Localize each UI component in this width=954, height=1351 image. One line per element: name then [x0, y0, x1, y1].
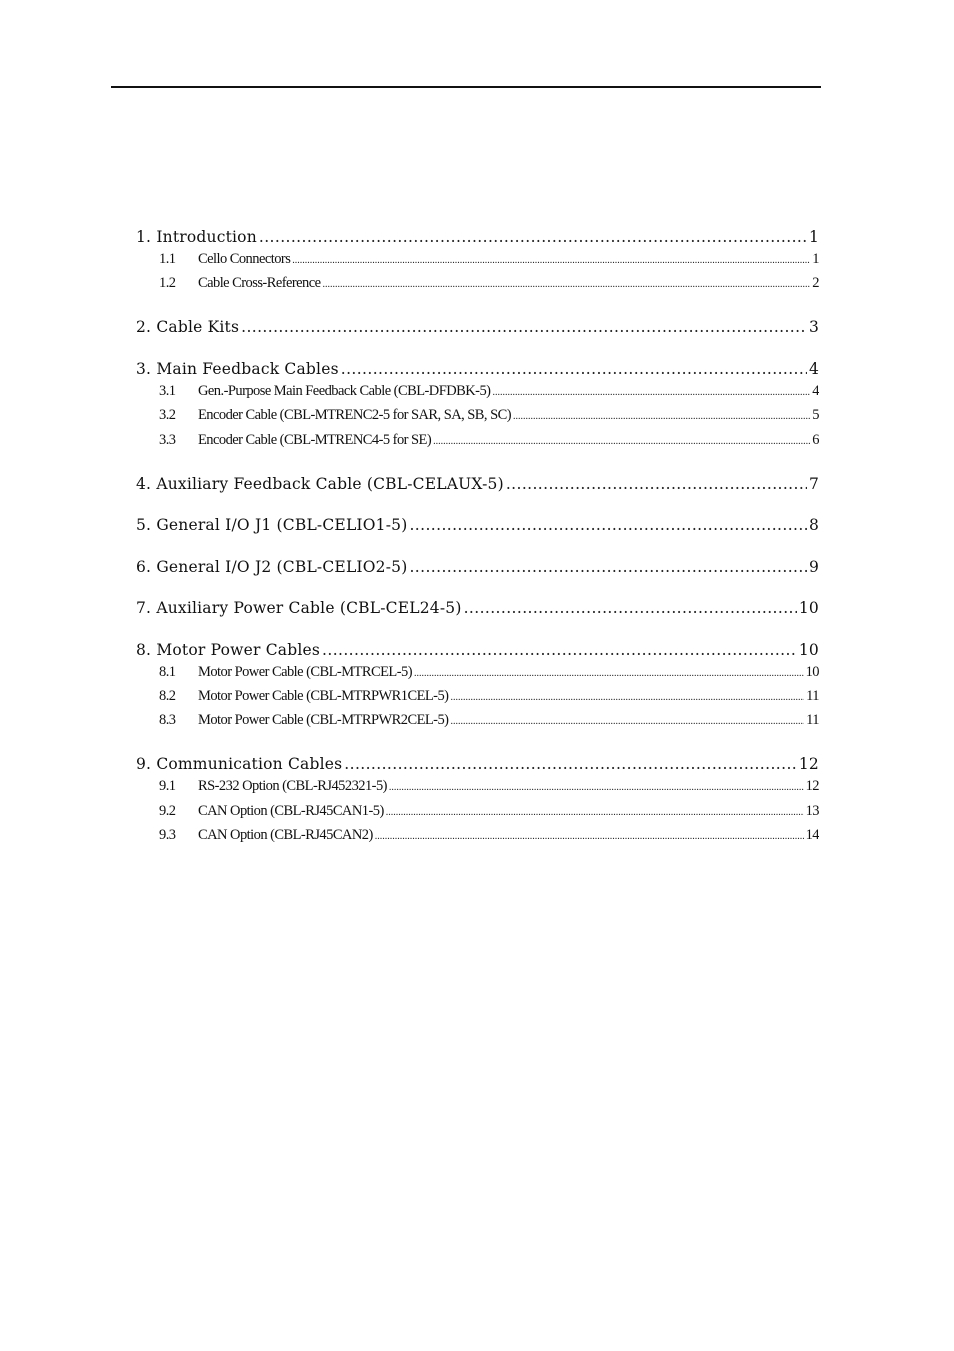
dot-leader [341, 358, 807, 380]
toc-subsection-title: Cello Connectors [198, 251, 291, 267]
toc-subsection-title: Encoder Cable (CBL-MTRENC2-5 for SAR, SA, SB, SC) [198, 407, 511, 424]
toc-subsection-title: Gen.-Purpose Main Feedback Cable (CBL-DFDBK-5) [198, 382, 491, 399]
toc-section-title: 5. General I/O J1 (CBL-CELIO1-5) [136, 516, 408, 535]
toc-subsection-number: 9.2 [159, 802, 176, 819]
toc-page-number: 10 [798, 599, 819, 618]
toc-page-number: 6 [812, 431, 819, 448]
dot-leader [433, 431, 810, 453]
toc-section-entry[interactable] [136, 316, 819, 338]
dot-leader [513, 406, 810, 428]
toc-subsection-number: 8.2 [159, 687, 176, 704]
dot-leader [414, 663, 804, 685]
toc-section-entry[interactable] [136, 473, 819, 495]
dot-leader [409, 556, 806, 578]
header-rule [111, 86, 821, 88]
toc-section-title: 1. Introduction [136, 228, 257, 246]
toc-page-number: 7 [808, 474, 819, 493]
toc-page-number: 4 [812, 382, 819, 399]
toc-subsection-number: 9.1 [159, 778, 176, 795]
toc-section-entry[interactable] [136, 514, 819, 536]
toc-subsection-number: 3.2 [159, 407, 176, 424]
toc-subsection-entry[interactable] [136, 709, 819, 733]
toc-page-number: 3 [808, 318, 819, 337]
toc-section-entry[interactable] [136, 358, 819, 380]
toc-section-title: 3. Main Feedback Cables [136, 359, 339, 378]
dot-leader [386, 802, 804, 824]
dot-leader [375, 826, 804, 848]
toc-subsection-title: RS-232 Option (CBL-RJ452321-5) [198, 778, 387, 795]
toc-section-entry[interactable] [136, 226, 819, 248]
toc-page-number: 12 [798, 755, 819, 774]
toc-subsection-number: 3.1 [159, 382, 176, 399]
toc-subsection-title: CAN Option (CBL-RJ45CAN1-5) [198, 802, 384, 819]
toc-page-number: 13 [805, 802, 819, 819]
toc-section-title: 4. Auxiliary Feedback Cable (CBL-CELAUX-5) [136, 474, 504, 493]
toc-subsection-title: Motor Power Cable (CBL-MTRCEL-5) [198, 663, 412, 680]
toc-section-title: 9. Communication Cables [136, 755, 343, 774]
toc-page-number: 14 [805, 827, 819, 844]
dot-leader [344, 753, 797, 775]
toc-subsection-number: 3.3 [159, 431, 176, 448]
toc-subsection-entry[interactable] [136, 824, 819, 848]
toc-page-number: 4 [808, 359, 819, 378]
toc-page-number: 1 [812, 251, 819, 267]
dot-leader [450, 687, 804, 709]
toc-page-number: 10 [798, 640, 819, 659]
toc-section-entry[interactable] [136, 556, 819, 578]
toc-subsection-title: Encoder Cable (CBL-MTRENC4-5 for SE) [198, 431, 432, 448]
toc-page-number: 10 [805, 663, 819, 680]
toc-page-number: 11 [806, 687, 819, 704]
toc-subsection-entry[interactable] [136, 248, 819, 272]
toc-subsection-entry[interactable] [136, 775, 819, 799]
toc-subsection-title: Motor Power Cable (CBL-MTRPWR1CEL-5) [198, 687, 449, 704]
dot-leader [322, 639, 797, 661]
dot-leader [492, 382, 810, 404]
toc-subsection-entry[interactable] [136, 661, 819, 685]
toc-section-entry[interactable] [136, 639, 819, 661]
toc-section-entry[interactable] [136, 753, 819, 775]
toc-page-number: 2 [812, 275, 819, 292]
toc-subsection-title: Cable Cross-Reference [198, 275, 321, 292]
toc-section-entry[interactable] [136, 597, 819, 619]
dot-leader [323, 274, 811, 296]
toc-section-title: 8. Motor Power Cables [136, 640, 321, 659]
toc-subsection-entry[interactable] [136, 685, 819, 709]
toc-subsection-number: 8.3 [159, 712, 176, 729]
toc-subsection-number: 1.2 [159, 275, 176, 292]
toc-subsection-title: Motor Power Cable (CBL-MTRPWR2CEL-5) [198, 712, 449, 729]
toc-section-title: 7. Auxiliary Power Cable (CBL-CEL24-5) [136, 599, 462, 618]
toc-subsection-title: CAN Option (CBL-RJ45CAN2) [198, 827, 373, 844]
dot-leader [464, 597, 797, 619]
toc-page-number: 8 [808, 516, 819, 535]
dot-leader [241, 316, 807, 338]
toc-page-number: 1 [808, 228, 819, 246]
toc-page-number: 9 [808, 557, 819, 576]
toc-subsection-number: 8.1 [159, 663, 176, 680]
dot-leader [450, 711, 804, 733]
toc-page-number: 12 [805, 778, 819, 795]
toc-subsection-number: 9.3 [159, 827, 176, 844]
toc-subsection-entry[interactable] [136, 380, 819, 404]
dot-leader [292, 250, 810, 272]
dot-leader [409, 514, 806, 536]
toc-page-number: 11 [806, 712, 819, 729]
toc-subsection-entry[interactable] [136, 800, 819, 824]
dot-leader [506, 473, 807, 495]
toc-section-title: 6. General I/O J2 (CBL-CELIO2-5) [136, 557, 408, 576]
toc-section-title: 2. Cable Kits [136, 318, 240, 337]
dot-leader [259, 226, 807, 248]
dot-leader [389, 777, 804, 799]
toc-subsection-entry[interactable] [136, 272, 819, 296]
toc-subsection-entry[interactable] [136, 429, 819, 453]
toc-subsection-number: 1.1 [159, 251, 176, 267]
table-of-contents [136, 226, 819, 848]
toc-subsection-entry[interactable] [136, 404, 819, 428]
toc-page-number: 5 [812, 407, 819, 424]
